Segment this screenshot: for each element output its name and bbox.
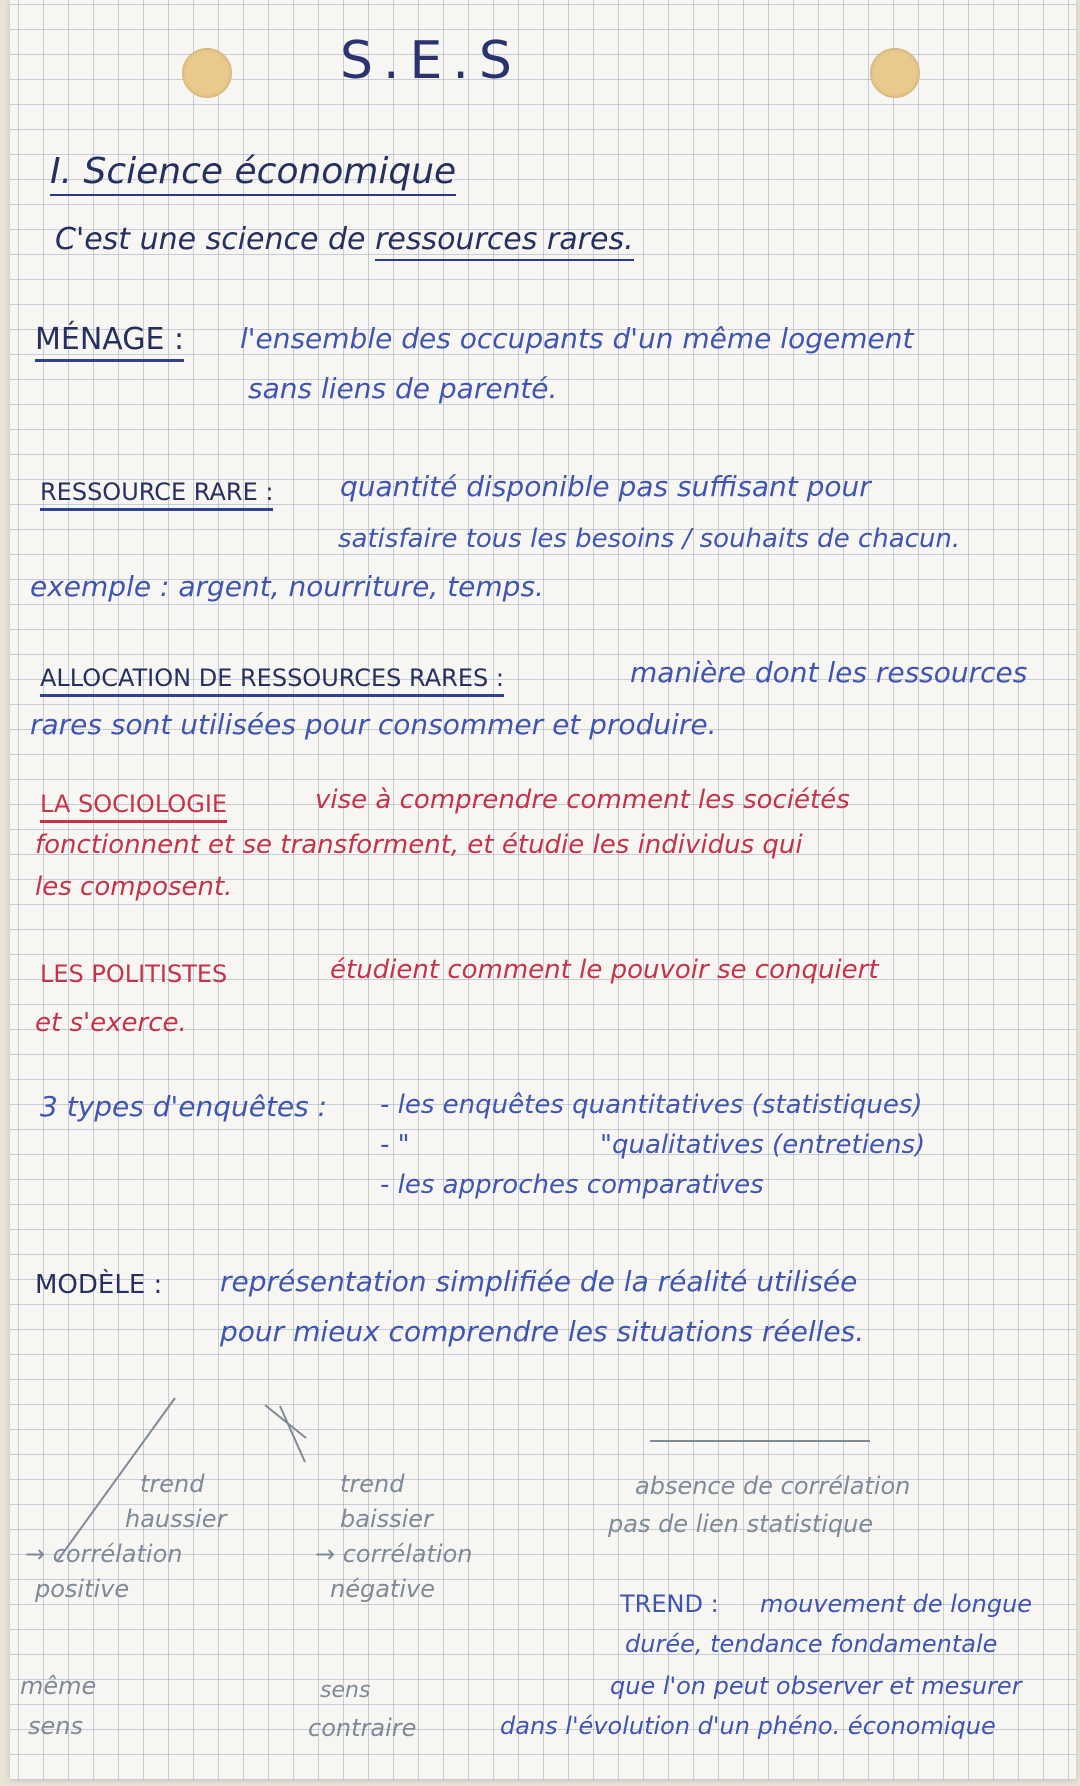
trend-line-3: que l'on peut observer et mesurer — [610, 1672, 1022, 1700]
negative-note-2: contraire — [308, 1714, 417, 1742]
trend-line-1: mouvement de longue — [760, 1590, 1033, 1618]
intro-prefix: C'est une science de — [55, 222, 376, 257]
menage-line-2: sans liens de parenté. — [248, 372, 558, 405]
positive-trend-label-2: haussier — [125, 1505, 227, 1533]
negative-correlation-label-2: négative — [330, 1575, 435, 1603]
positive-note-2: sens — [28, 1712, 83, 1740]
allocation-term-text: ALLOCATION DE RESSOURCES RARES : — [40, 664, 504, 697]
enquetes-item-2: "qualitatives (entretiens) — [600, 1130, 926, 1160]
trend-term: TREND : — [620, 1590, 719, 1618]
enquetes-item-2-mark: - " — [380, 1130, 410, 1160]
sociologie-line-1: vise à comprendre comment les sociétés — [315, 785, 850, 815]
modele-line-1: représentation simplifiée de la réalité utilisée — [220, 1265, 858, 1298]
menage-line-1: l'ensemble des occupants d'un même logement — [240, 322, 914, 355]
modele-term: MODÈLE : — [35, 1270, 163, 1300]
negative-note-1: sens — [320, 1678, 371, 1703]
positive-correlation-label-2: positive — [35, 1575, 130, 1603]
sociologie-line-3: les composent. — [35, 872, 233, 902]
positive-note-1: même — [20, 1672, 97, 1700]
menage-term-text: MÉNAGE : — [35, 322, 184, 362]
politistes-term: LES POLITISTES — [40, 960, 228, 988]
positive-trend-label-1: trend — [140, 1470, 205, 1498]
ressource-rare-line-1: quantité disponible pas suffisant pour — [340, 470, 871, 503]
enquetes-item-1: - les enquêtes quantitatives (statistiques) — [380, 1090, 923, 1120]
trend-line-2: durée, tendance fondamentale — [625, 1630, 998, 1658]
negative-trend-label-2: baissier — [340, 1505, 433, 1533]
page-title: S.E.S — [340, 31, 522, 91]
trend-line-4: dans l'évolution d'un phéno. économique — [500, 1712, 996, 1740]
allocation-line-2: rares sont utilisées pour consommer et produire. — [30, 708, 717, 741]
intro-emphasis: ressources rares. — [375, 222, 634, 261]
no-correlation-label-1: absence de corrélation — [635, 1472, 911, 1500]
negative-trend-label-1: trend — [340, 1470, 405, 1498]
negative-correlation-label-1: → corrélation — [315, 1540, 473, 1568]
notebook-page — [10, 0, 1076, 1780]
section-heading-text: I. Science économique — [50, 151, 456, 196]
enquetes-label: 3 types d'enquêtes : — [40, 1090, 328, 1123]
enquetes-item-3: - les approches comparatives — [380, 1170, 764, 1200]
negative-trend-line-2 — [265, 1405, 306, 1438]
politistes-line-2: et s'exerce. — [35, 1008, 187, 1038]
politistes-line-1: étudient comment le pouvoir se conquiert — [330, 955, 879, 985]
sociologie-line-2: fonctionnent et se transforment, et étudie les individus qui — [35, 830, 803, 860]
ressource-rare-example: exemple : argent, nourriture, temps. — [30, 570, 544, 603]
modele-line-2: pour mieux comprendre les situations réelles. — [220, 1315, 865, 1348]
no-correlation-label-2: pas de lien statistique — [608, 1510, 874, 1538]
allocation-line-1: manière dont les ressources — [630, 656, 1028, 689]
sociologie-term-text: LA SOCIOLOGIE — [40, 790, 227, 823]
ressource-rare-term-text: RESSOURCE RARE : — [40, 478, 273, 511]
positive-correlation-label-1: → corrélation — [25, 1540, 183, 1568]
ressource-rare-line-2: satisfaire tous les besoins / souhaits de chacun. — [338, 524, 961, 554]
